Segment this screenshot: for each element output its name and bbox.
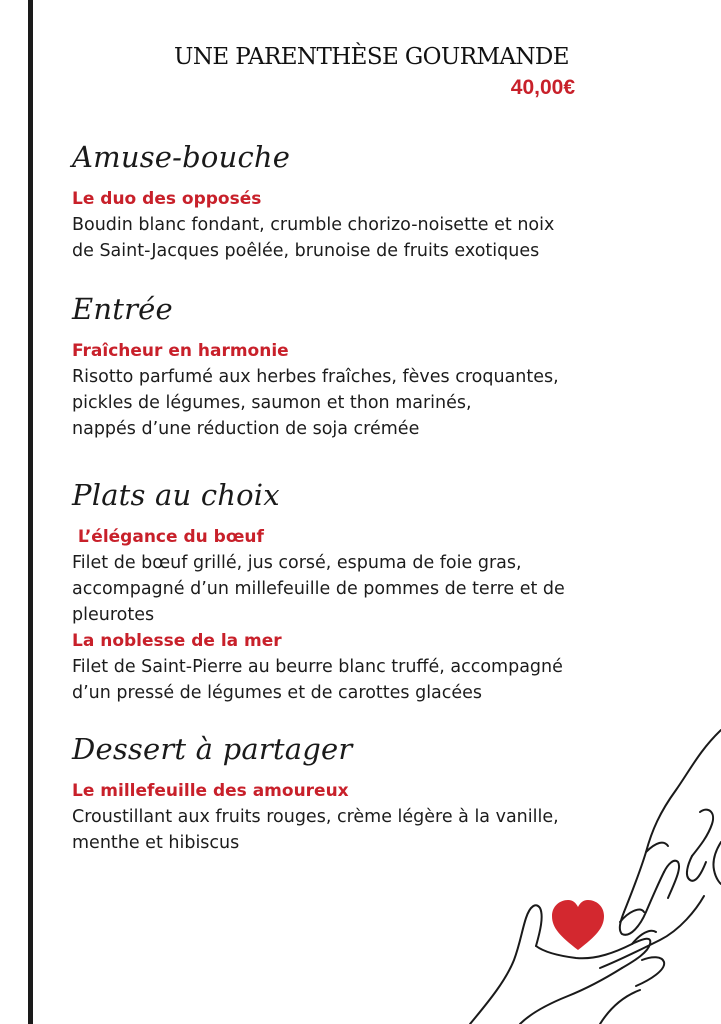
left-border-rule <box>28 0 33 1024</box>
section-plats-au-choix <box>72 478 638 706</box>
dish-description-line: pickles de légumes, saumon et thon marinés, <box>72 393 472 413</box>
dish-name: Le duo des opposés <box>72 189 262 209</box>
dish-description-line: Filet de bœuf grillé, jus corsé, espuma de foie gras, <box>72 553 522 573</box>
dish-name: Le millefeuille des amoureux <box>72 781 349 801</box>
dish-description <box>72 804 638 856</box>
dish-description <box>72 654 638 706</box>
dish-description <box>72 212 638 264</box>
dish-description-line: nappés d’une réduction de soja crémée <box>72 419 420 439</box>
dish-item <box>72 338 638 442</box>
dish-item <box>72 524 638 628</box>
dish-description-line: accompagné d’un millefeuille de pommes de terre et de <box>72 579 565 599</box>
section-title: Dessert à partager <box>72 732 353 766</box>
section-title: Plats au choix <box>72 478 280 512</box>
dish-name: Fraîcheur en harmonie <box>72 341 289 361</box>
section-title: Amuse-bouche <box>72 140 291 174</box>
section-entree <box>72 292 638 442</box>
dish-description-line: de Saint-Jacques poêlée, brunoise de fruits exotiques <box>72 241 540 261</box>
section-title: Entrée <box>72 292 173 326</box>
section-dessert <box>72 732 638 856</box>
dish-description-line: Risotto parfumé aux herbes fraîches, fèves croquantes, <box>72 367 559 387</box>
dish-item <box>72 628 638 706</box>
menu-title: UNE PARENTHÈSE GOURMANDE <box>174 44 569 70</box>
dish-name: La noblesse de la mer <box>72 631 282 651</box>
dish-description-line: Croustillant aux fruits rouges, crème légère à la vanille, <box>72 807 559 827</box>
dish-description-line: menthe et hibiscus <box>72 833 240 853</box>
dish-description-line: d’un pressé de légumes et de carottes glacées <box>72 683 483 703</box>
dish-description-line: Boudin blanc fondant, crumble chorizo-noisette et noix <box>72 215 555 235</box>
dish-description-line: pleurotes <box>72 605 155 625</box>
dish-item <box>72 186 638 264</box>
dish-description <box>72 364 638 442</box>
dish-description-line: Filet de Saint-Pierre au beurre blanc truffé, accompagné <box>72 657 563 677</box>
section-amuse-bouche <box>72 140 638 264</box>
menu-price: 40,00€ <box>510 76 575 99</box>
heart-icon <box>552 900 604 950</box>
dish-description <box>72 550 638 628</box>
dish-name: L’élégance du bœuf <box>72 527 264 547</box>
dish-item <box>72 778 638 856</box>
